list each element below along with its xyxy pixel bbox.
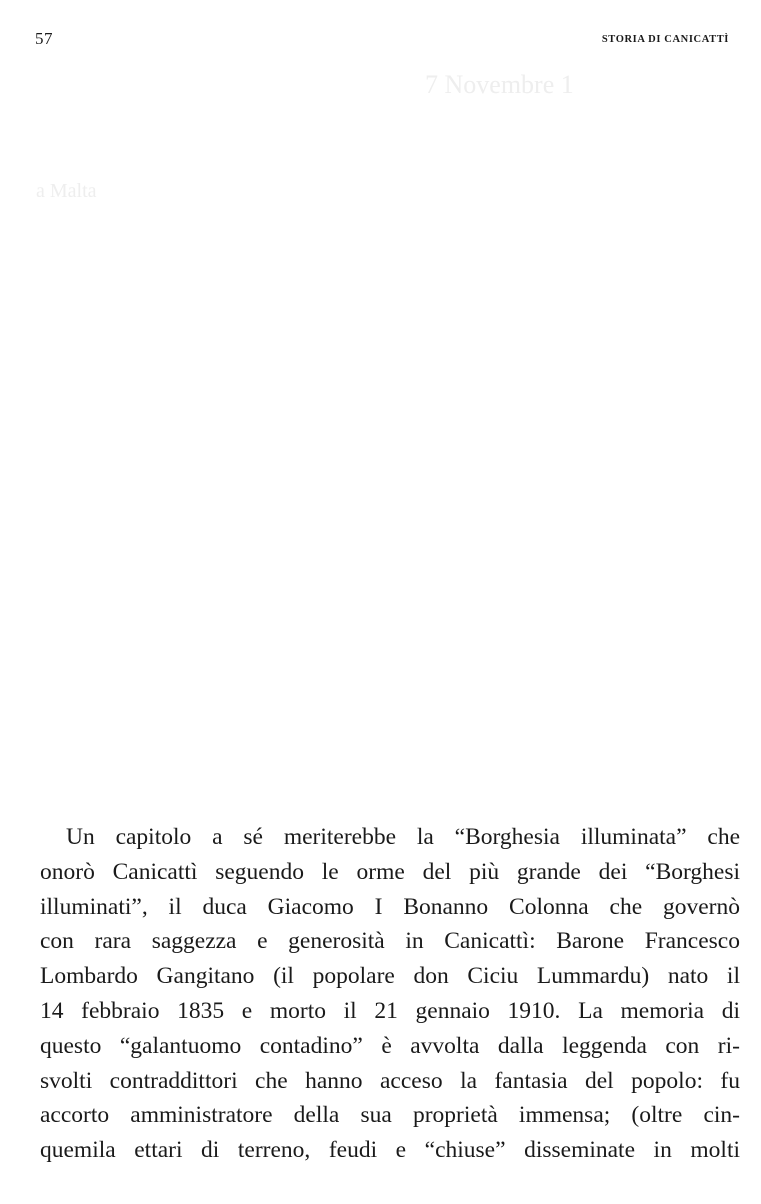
paragraph-line: 14 febbraio 1835 e morto il 21 gennaio 1910. La memoria di [40,997,740,1024]
paragraph-line: illuminati”, il duca Giacomo I Bonanno Colonna che governò [40,893,740,920]
paragraph-line: onorò Canicattì seguendo le orme del più grande dei “Borghesi [40,858,740,885]
bleed-through-text: a Malta [36,180,97,202]
paragraph-line: con rara saggezza e generosità in Canicattì: Barone Francesco [40,928,740,955]
paragraph-line: quemila ettari di terreno, feudi e “chiuse” disseminate in molti [40,1137,740,1164]
body-paragraph [40,820,740,1168]
page-number: 57 [35,29,53,48]
paragraph-line: Un capitolo a sé meriterebbe la “Borghesia illuminata” che [66,824,740,850]
paragraph-line: Lombardo Gangitano (il popolare don Ciciu Lummardu) nato il [40,963,740,990]
bleed-through-text: 7 Novembre 1 [425,70,574,99]
paragraph-line: svolti contraddittori che hanno acceso la fantasia del popolo: fu [40,1067,740,1094]
paragraph-line: questo “galantuomo contadino” è avvolta dalla leggenda con ri- [40,1032,740,1059]
running-head: STORIA DI CANICATTÌ [601,34,729,45]
paragraph-line: accorto amministratore della sua proprietà immensa; (oltre cin- [40,1102,740,1129]
